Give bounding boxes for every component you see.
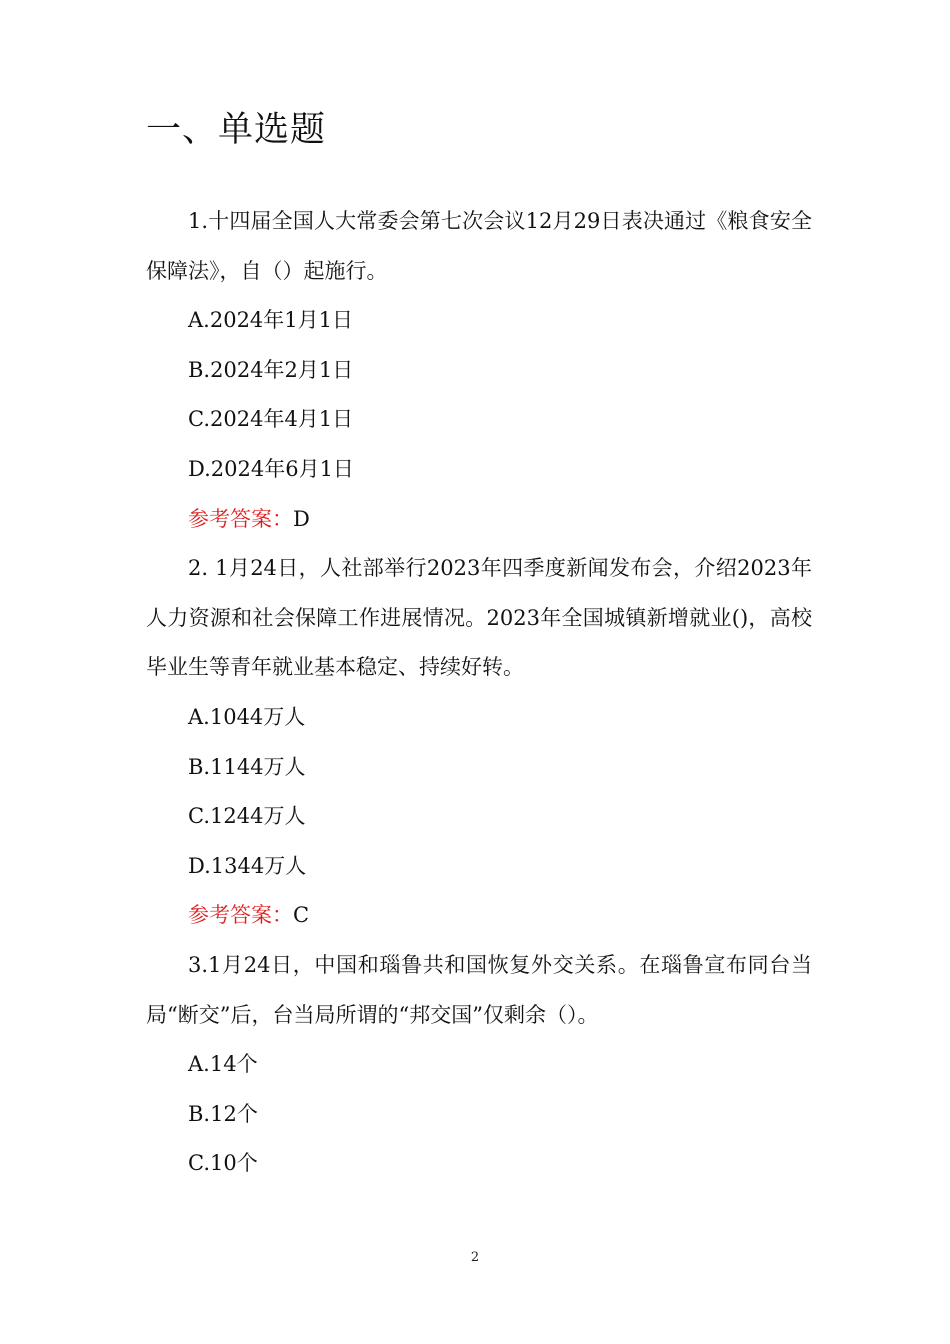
option-c: C.1244万人 (188, 804, 306, 829)
question-3 (146, 941, 812, 1189)
reference-answer (146, 891, 812, 941)
question-text: 2. 1月24日，人社部举行2023年四季度新闻发布会，介绍2023年人力资源和社会保障工作进展情况。2023年全国城镇新增就业()，高校毕业生等青年就业基本稳定、持续好转。 (146, 556, 812, 680)
page-number: 2 (470, 1250, 480, 1265)
option-b: B.12个 (188, 1101, 258, 1126)
question-1 (146, 197, 812, 544)
option-b: B.1144万人 (188, 754, 306, 779)
answer-value: C (293, 903, 310, 928)
answer-value: D (293, 506, 310, 531)
option-a: A.1044万人 (188, 704, 306, 729)
question-text: 3.1月24日，中国和瑙鲁共和国恢复外交关系。在瑙鲁宣布同台当局“断交”后，台当局所谓的“邦交国”仅剩余（）。 (146, 952, 812, 1027)
option-c: C.2024年4月1日 (188, 407, 354, 432)
answer-label: 参考答案： (188, 506, 293, 531)
question-text: 1.十四届全国人大常委会第七次会议12月29日表决通过《粮食安全保障法》，自（）起施行。 (146, 209, 812, 283)
option-d: D.1344万人 (188, 853, 307, 878)
section-title: 一、单选题 (146, 110, 327, 150)
question-2 (146, 544, 812, 941)
option-b: B.2024年2月1日 (188, 357, 354, 382)
option-c: C.10个 (188, 1151, 258, 1176)
question-list (146, 197, 812, 1189)
option-a: A.14个 (188, 1052, 258, 1077)
option-a: A.2024年1月1日 (188, 308, 354, 333)
reference-answer (146, 495, 812, 545)
option-d: D.2024年6月1日 (188, 456, 354, 481)
answer-label: 参考答案： (188, 903, 293, 928)
